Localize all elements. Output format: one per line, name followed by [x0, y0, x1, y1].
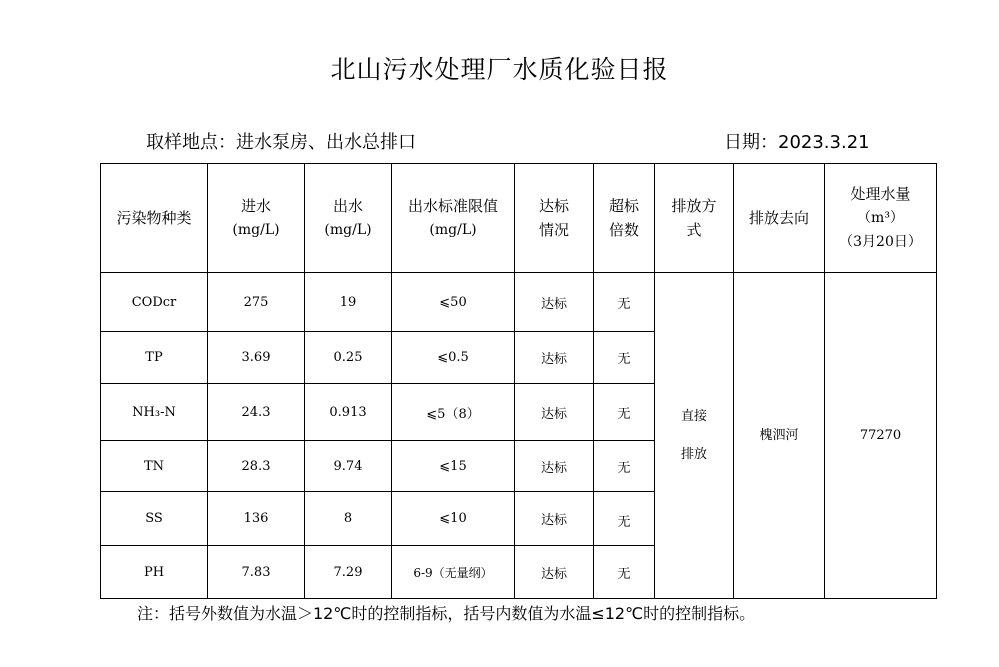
- header-effluent: 出水 (mg/L): [305, 164, 392, 273]
- cell-exceed: 无: [594, 546, 655, 599]
- cell-effluent: 7.29: [305, 546, 392, 599]
- header-limit: 出水标准限值 (mg/L): [392, 164, 515, 273]
- header-exceed-ratio: 超标 倍数: [594, 164, 655, 273]
- cell-exceed: 无: [594, 384, 655, 441]
- cell-influent: 275: [208, 273, 305, 332]
- cell-exceed: 无: [594, 332, 655, 384]
- header-compliance: 达标 情况: [515, 164, 594, 273]
- cell-status: 达标: [515, 441, 594, 492]
- cell-discharge-destination: 槐泗河: [734, 273, 825, 599]
- cell-status: 达标: [515, 384, 594, 441]
- header-discharge-method: 排放方 式: [655, 164, 734, 273]
- cell-effluent: 8: [305, 492, 392, 546]
- cell-influent: 3.69: [208, 332, 305, 384]
- header-pollutant: 污染物种类: [101, 164, 208, 273]
- cell-pollutant: NH₃-N: [101, 384, 208, 441]
- cell-pollutant: TP: [101, 332, 208, 384]
- page-title: 北山污水处理厂水质化验日报: [330, 55, 669, 84]
- cell-exceed: 无: [594, 492, 655, 546]
- footnote: 注：括号外数值为水温＞12℃时的控制指标，括号内数值为水温≤12℃时的控制指标。: [137, 604, 756, 623]
- cell-status: 达标: [515, 492, 594, 546]
- cell-effluent: 0.25: [305, 332, 392, 384]
- table-row: [101, 273, 937, 332]
- cell-effluent: 19: [305, 273, 392, 332]
- cell-influent: 136: [208, 492, 305, 546]
- cell-influent: 24.3: [208, 384, 305, 441]
- cell-limit: ⩽5（8）: [392, 384, 515, 441]
- cell-limit: 6-9（无量纲）: [392, 546, 515, 599]
- cell-limit: ⩽50: [392, 273, 515, 332]
- cell-influent: 7.83: [208, 546, 305, 599]
- sampling-location: 取样地点：进水泵房、出水总排口: [146, 132, 416, 153]
- cell-pollutant: CODcr: [101, 273, 208, 332]
- cell-treated-volume: 77270: [825, 273, 937, 599]
- cell-effluent: 9.74: [305, 441, 392, 492]
- cell-status: 达标: [515, 546, 594, 599]
- cell-status: 达标: [515, 332, 594, 384]
- header-discharge-destination: 排放去向: [734, 164, 825, 273]
- cell-pollutant: SS: [101, 492, 208, 546]
- water-quality-table: [100, 163, 937, 599]
- cell-influent: 28.3: [208, 441, 305, 492]
- cell-pollutant: PH: [101, 546, 208, 599]
- cell-effluent: 0.913: [305, 384, 392, 441]
- header-treated-volume: 处理水量 （m³） （3月20日）: [825, 164, 937, 273]
- cell-discharge-method: 直接 排放: [655, 273, 734, 599]
- cell-limit: ⩽10: [392, 492, 515, 546]
- cell-exceed: 无: [594, 273, 655, 332]
- table-header-row: [101, 164, 937, 273]
- cell-status: 达标: [515, 273, 594, 332]
- cell-pollutant: TN: [101, 441, 208, 492]
- header-influent: 进水 (mg/L): [208, 164, 305, 273]
- report-date: 日期：2023.3.21: [724, 132, 870, 153]
- cell-limit: ⩽0.5: [392, 332, 515, 384]
- cell-limit: ⩽15: [392, 441, 515, 492]
- cell-exceed: 无: [594, 441, 655, 492]
